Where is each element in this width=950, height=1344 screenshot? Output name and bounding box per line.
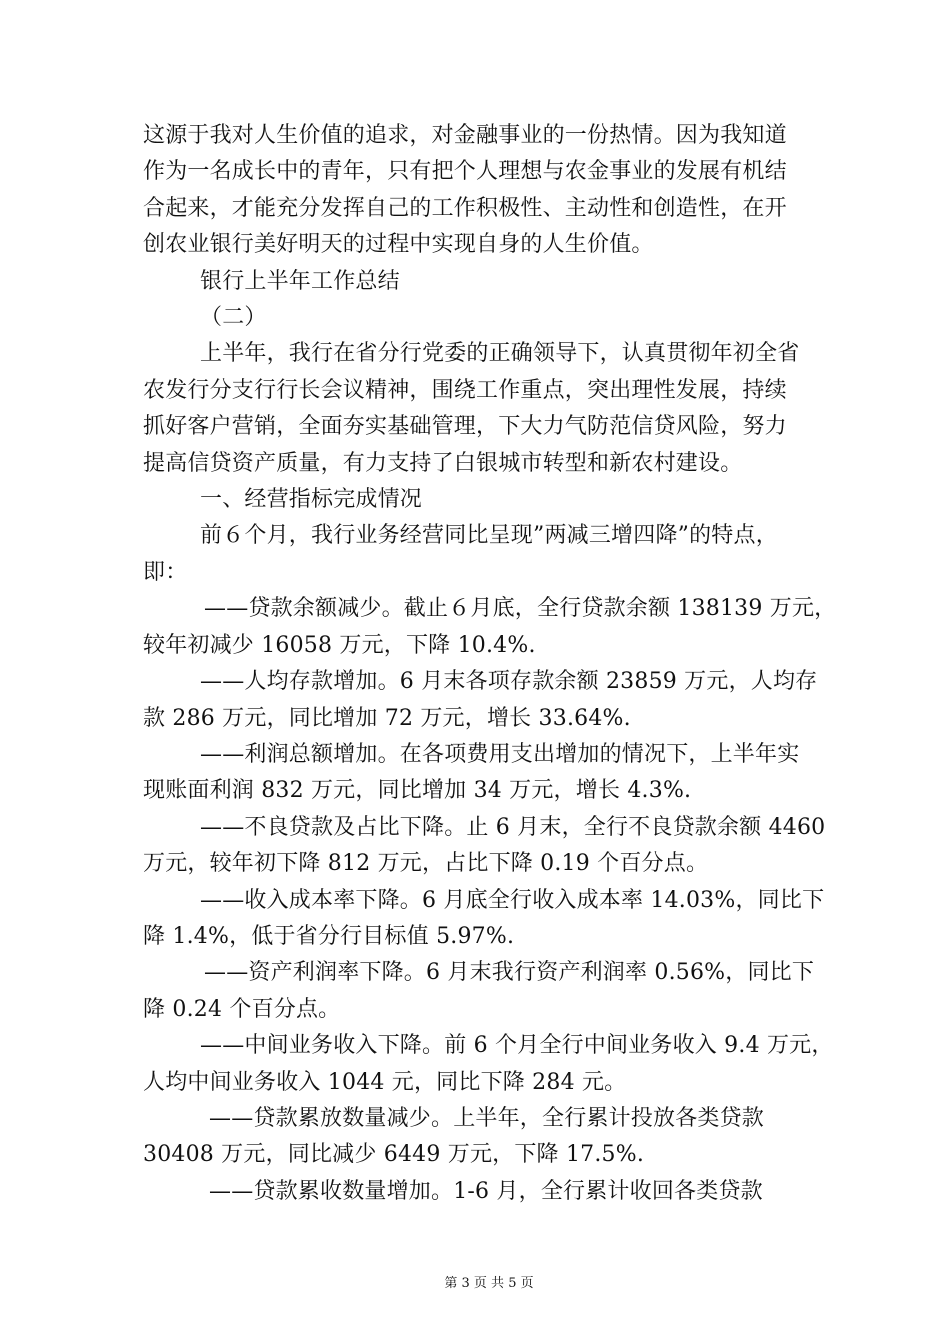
section-subtitle: （二） (200, 305, 267, 331)
text-line: 农发行分支行行长会议精神，围绕工作重点，突出理性发展，持续 (143, 377, 787, 403)
text-line: ——不良贷款及占比下降。止 6 月末，全行不良贷款余额 4460 (200, 814, 826, 840)
text-line: 降 0.24 个百分点。 (143, 996, 341, 1022)
text-line: ——贷款累收数量增加。1-6 月，全行累计收回各类贷款 (209, 1178, 763, 1204)
text-line: 合起来，才能充分发挥自己的工作积极性、主动性和创造性，在开 (143, 195, 787, 221)
text-line: 款 286 万元，同比增加 72 万元，增长 33.64%. (143, 705, 631, 731)
text-line: 即： (143, 559, 188, 585)
text-line: ——中间业务收入下降。前 6 个月全行中间业务收入 9.4 万元， (200, 1033, 834, 1059)
text-line: 抓好客户营销，全面夯实基础管理，下大力气防范信贷风险，努力 (143, 414, 787, 440)
text-line: 现账面利润 832 万元，同比增加 34 万元，增长 4.3%. (143, 778, 692, 804)
section-heading: 一、经营指标完成情况 (200, 487, 423, 513)
text-line: 创农业银行美好明天的过程中实现自身的人生价值。 (143, 232, 654, 258)
text-line: 作为一名成长中的青年，只有把个人理想与农金事业的发展有机结 (143, 159, 787, 185)
text-line: 较年初减少 16058 万元，下降 10.4%. (143, 632, 536, 658)
text-line: 上半年，我行在省分行党委的正确领导下，认真贯彻年初全省 (200, 341, 800, 367)
text-line: ——收入成本率下降。6 月底全行收入成本率 14.03%，同比下 (200, 887, 825, 913)
text-line: 30408 万元，同比减少 6449 万元，下降 17.5%. (143, 1142, 645, 1168)
text-line: 万元，较年初下降 812 万元，占比下降 0.19 个百分点。 (143, 851, 709, 877)
text-line: ——利润总额增加。在各项费用支出增加的情况下，上半年实 (200, 741, 800, 767)
text-line: ——人均存款增加。6 月末各项存款余额 23859 万元，人均存 (200, 669, 818, 695)
document-body (143, 118, 837, 1210)
text-line: 人均中间业务收入 1044 元，同比下降 284 元。 (143, 1069, 627, 1095)
text-line: ——资产利润率下降。6 月末我行资产利润率 0.56%，同比下 (204, 960, 815, 986)
text-line: 前６个月，我行业务经营同比呈现”两减三增四降”的特点， (200, 523, 778, 549)
text-line: ——贷款余额减少。截止６月底，全行贷款余额 138139 万元， (204, 596, 837, 622)
section-title: 银行上半年工作总结 (200, 268, 400, 294)
text-line: 这源于我对人生价值的追求，对金融事业的一份热情。因为我知道 (143, 123, 787, 148)
text-line: ——贷款累放数量减少。上半年，全行累计投放各类贷款 (209, 1105, 765, 1131)
text-line: 降 1.4%，低于省分行目标值 5.97%. (143, 923, 515, 949)
page-number-footer: 第 3 页 共 5 页 (444, 1276, 534, 1291)
text-line: 提高信贷资产质量，有力支持了白银城市转型和新农村建设。 (143, 450, 743, 476)
